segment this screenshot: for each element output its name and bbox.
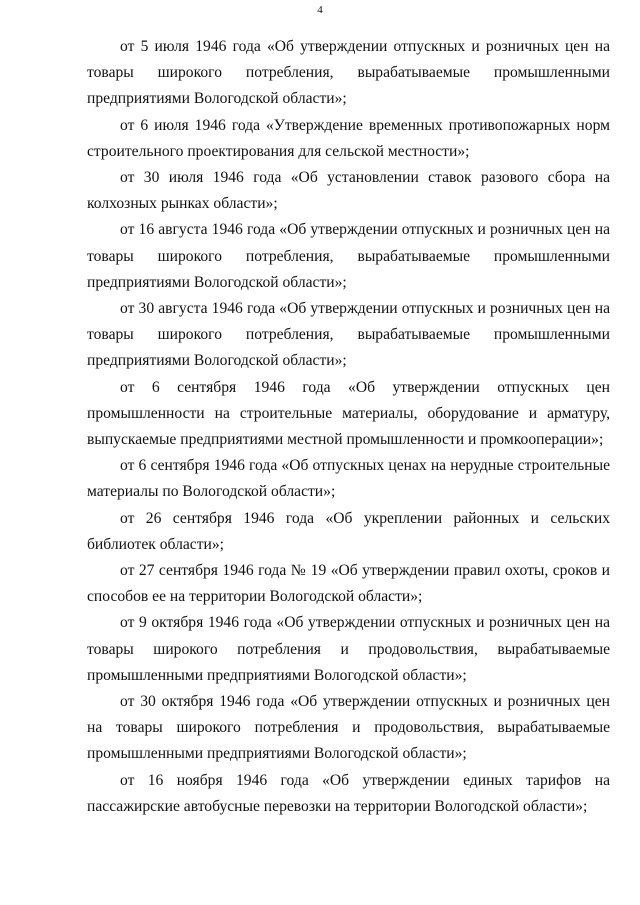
paragraph: от 30 июля 1946 года «Об установлении ставок разового сбора на колхозных рынках области»;: [87, 169, 610, 213]
paragraph: от 27 сентября 1946 года № 19 «Об утверждении правил охоты, сроков и способов ее на территории Вологодской области»;: [87, 562, 610, 606]
paragraph: от 6 сентября 1946 года «Об отпускных ценах на нерудные строительные материалы по Вологодской области»;: [87, 457, 610, 501]
paragraph: от 6 сентября 1946 года «Об утверждении отпускных цен промышленности на строительные материалы, оборудование и арматуру, выпускаемые предприятиями местной промышленности и промкооперации»;: [87, 378, 610, 449]
paragraph: от 16 августа 1946 года «Об утверждении отпускных и розничных цен на товары широкого потребления, вырабатываемые промышленными предприятиями Вологодской области»;: [87, 221, 610, 291]
paragraph: от 30 августа 1946 года «Об утверждении отпускных и розничных цен на товары широкого потребления, вырабатываемые промышленными предприятиями Вологодской области»;: [87, 300, 610, 370]
page-number: 4: [317, 4, 323, 16]
document-body: [87, 34, 610, 820]
paragraph: от 16 ноября 1946 года «Об утверждении единых тарифов на пассажирские автобусные перевозки на территории Вологодской области»;: [87, 771, 610, 815]
paragraph: от 30 октября 1946 года «Об утверждении отпускных и розничных цен на товары широкого потребления и продовольствия, вырабатываемые промышленными предприятиями Вологодской области»;: [87, 693, 610, 763]
paragraph: от 26 сентября 1946 года «Об укреплении районных и сельских библиотек области»;: [87, 509, 610, 553]
paragraph: от 6 июля 1946 года «Утверждение временных противопожарных норм строительного проектирования для сельской местности»;: [87, 116, 610, 160]
paragraph: от 9 октября 1946 года «Об утверждении отпускных и розничных цен на товары широкого потребления и продовольствия, вырабатываемые промышленными предприятиями Вологодской области»;: [87, 614, 610, 684]
paragraph: от 5 июля 1946 года «Об утверждении отпускных и розничных цен на товары широкого потребления, вырабатываемые промышленными предприятиями Вологодской области»;: [87, 38, 610, 108]
